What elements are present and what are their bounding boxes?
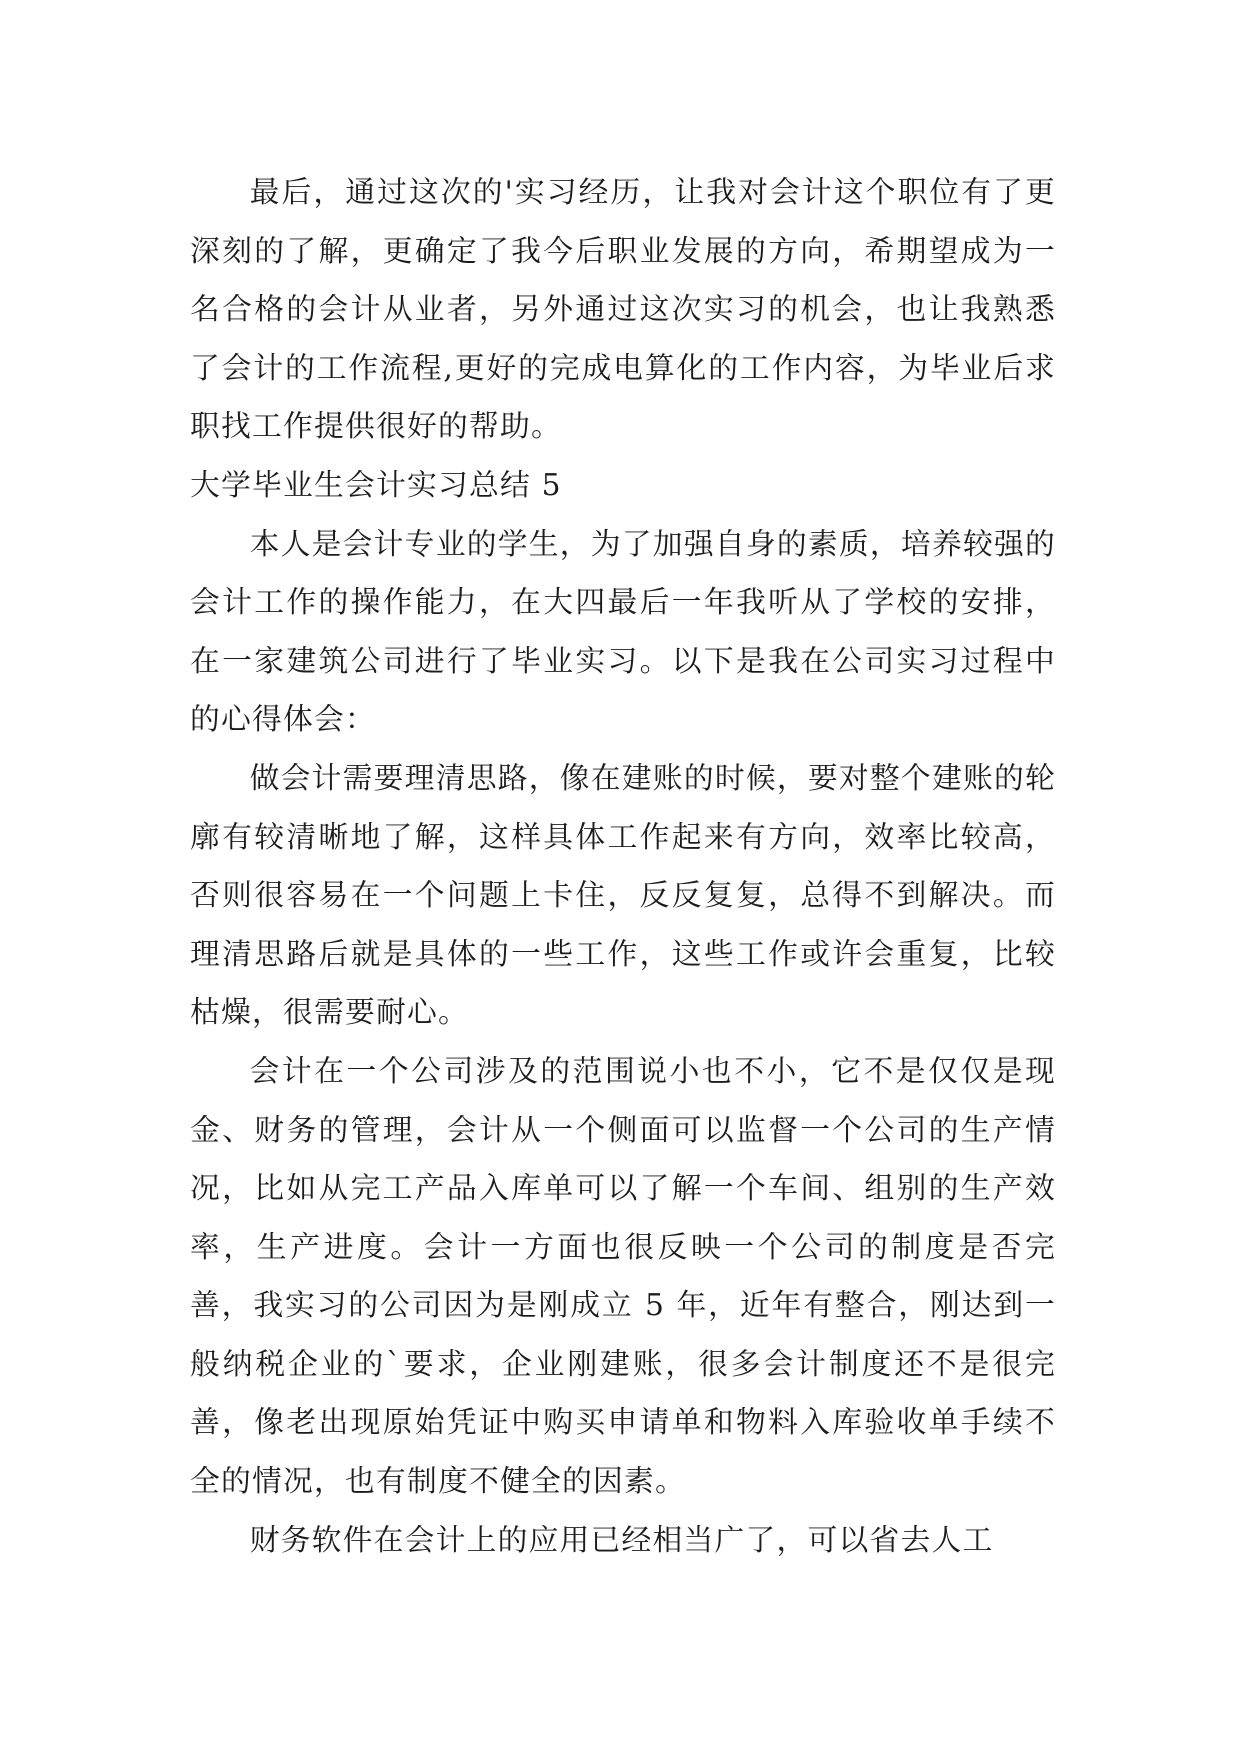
- paragraph-conclusion: 最后，通过这次的'实习经历，让我对会计这个职位有了更深刻的了解，更确定了我今后职业发展的方向，希期望成为一名合格的会计从业者，另外通过这次实习的机会，也让我熟悉了会计的工作流程,更好的完成电算化的工作内容，为毕业后求职找工作提供很好的帮助。: [190, 175, 1056, 445]
- paragraph-scope: 会计在一个公司涉及的范围说小也不小，它不是仅仅是现金、财务的管理，会计从一个侧面可以监督一个公司的生产情况，比如从完工产品入库单可以了解一个车间、组别的生产效率，生产进度。会计一方面也很反映一个公司的制度是否完善，我实习的公司因为是刚成立 5 年，近年有整合，刚达到一般纳税企业的`要求，企业刚建账，很多会计制度还不是很完善，像老出现原始凭证中购买申请单和物料入库验收单手续不全的情况，也有制度不健全的因素。: [190, 1053, 1056, 1500]
- paragraph-intro: 本人是会计专业的学生，为了加强自身的素质，培养较强的会计工作的操作能力，在大四最后一年我听从了学校的安排，在一家建筑公司进行了毕业实习。以下是我在公司实习过程中的心得体会：: [190, 526, 1056, 738]
- paragraph-thinking: 做会计需要理清思路，像在建账的时候，要对整个建账的轮廓有较清晰地了解，这样具体工作起来有方向，效率比较高，否则很容易在一个问题上卡住，反反复复，总得不到解决。而理清思路后就是具体的一些工作，这些工作或许会重复，比较枯燥，很需要耐心。: [190, 760, 1056, 1031]
- section-title: 大学毕业生会计实习总结 5: [190, 467, 562, 503]
- paragraph-software: 财务软件在会计上的应用已经相当广了，可以省去人工: [249, 1522, 994, 1558]
- document-body: [190, 164, 1056, 1570]
